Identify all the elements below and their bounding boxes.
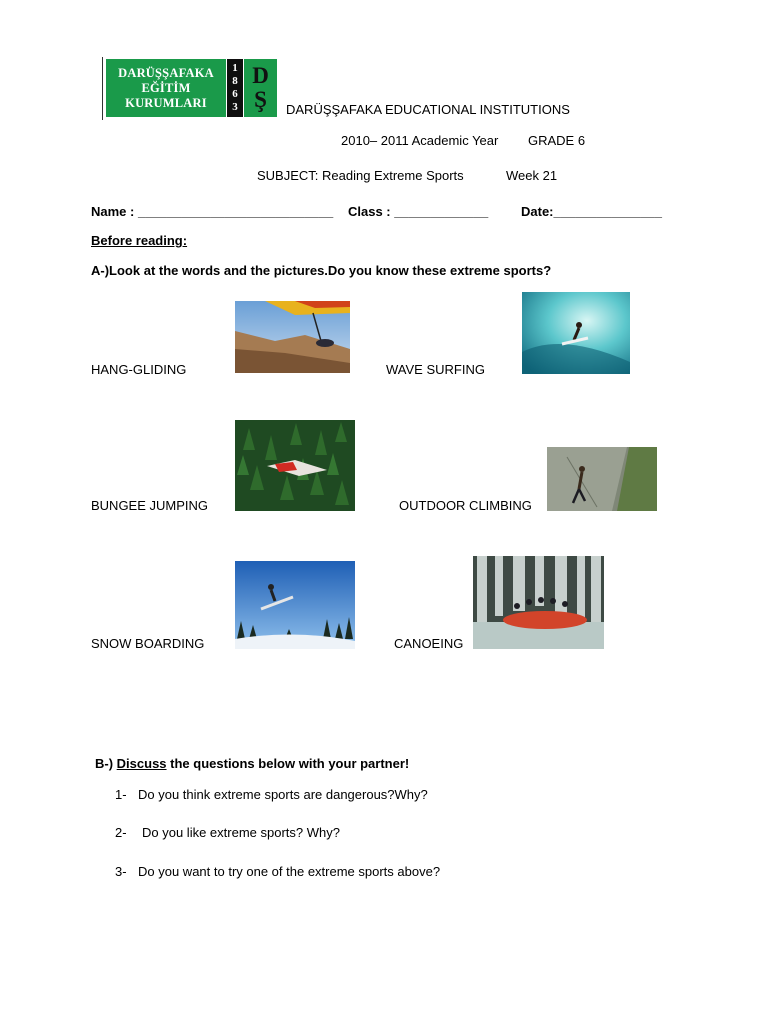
question-3-number: 3- — [115, 864, 127, 879]
before-reading-heading: Before reading: — [91, 233, 188, 248]
logo-line-1: DARÜŞŞAFAKA — [118, 65, 214, 80]
name-field: Name : ___________________________ — [91, 204, 334, 219]
grade-label: GRADE 6 — [528, 133, 586, 148]
logo-year-block — [227, 59, 243, 117]
logo-year-digit: 8 — [232, 75, 238, 87]
question-3-text: Do you want to try one of the extreme sports above? — [138, 864, 441, 879]
academic-year: 2010– 2011 Academic Year — [341, 133, 499, 148]
section-b-instruction — [95, 756, 409, 772]
wave-surfing-photo — [522, 292, 630, 374]
bungee-jumping-photo — [235, 420, 355, 511]
sport-label-wave-surfing: WAVE SURFING — [386, 362, 485, 377]
class-field: Class : _____________ — [348, 204, 489, 219]
snow-boarding-photo — [235, 561, 355, 649]
question-2-text: Do you like extreme sports? Why? — [142, 825, 340, 840]
date-field: Date:_______________ — [521, 204, 662, 219]
logo-monogram-s: Ş — [254, 87, 267, 112]
institution-name: DARÜŞŞAFAKA EDUCATIONAL INSTITUTIONS — [286, 102, 570, 117]
sport-label-canoeing: CANOEING — [394, 636, 464, 651]
hang-gliding-photo — [235, 301, 350, 373]
logo-year-digit: 6 — [232, 88, 238, 100]
school-logo — [102, 57, 277, 120]
section-b-suffix: the questions below with your partner! — [166, 756, 410, 771]
outdoor-climbing-photo — [547, 447, 657, 511]
logo-year-digit: 1 — [232, 62, 238, 74]
sport-label-hang-gliding: HANG-GLIDING — [91, 362, 187, 377]
week-label: Week 21 — [506, 168, 558, 183]
logo-year-digit: 3 — [232, 101, 238, 113]
sport-label-outdoor-climbing: OUTDOOR CLIMBING — [399, 498, 532, 513]
logo-line-3: KURUMLARI — [125, 95, 207, 110]
section-b-prefix: B-) — [95, 756, 117, 771]
logo-name-block — [106, 59, 226, 117]
section-b-keyword: Discuss — [116, 756, 167, 771]
logo-monogram-d: D — [252, 63, 269, 88]
canoeing-photo — [473, 556, 604, 649]
subject-title: SUBJECT: Reading Extreme Sports — [257, 168, 464, 183]
section-a-instruction: A-)Look at the words and the pictures.Do you know these extreme sports? — [91, 263, 552, 278]
question-1-text: Do you think extreme sports are dangerous?Why? — [138, 787, 428, 802]
logo-monogram — [244, 59, 277, 117]
sport-label-snow-boarding: SNOW BOARDING — [91, 636, 205, 651]
question-1-number: 1- — [115, 787, 127, 802]
sport-label-bungee-jumping: BUNGEE JUMPING — [91, 498, 209, 513]
question-2-number: 2- — [115, 825, 127, 840]
logo-line-2: EĞİTİM — [141, 80, 191, 95]
